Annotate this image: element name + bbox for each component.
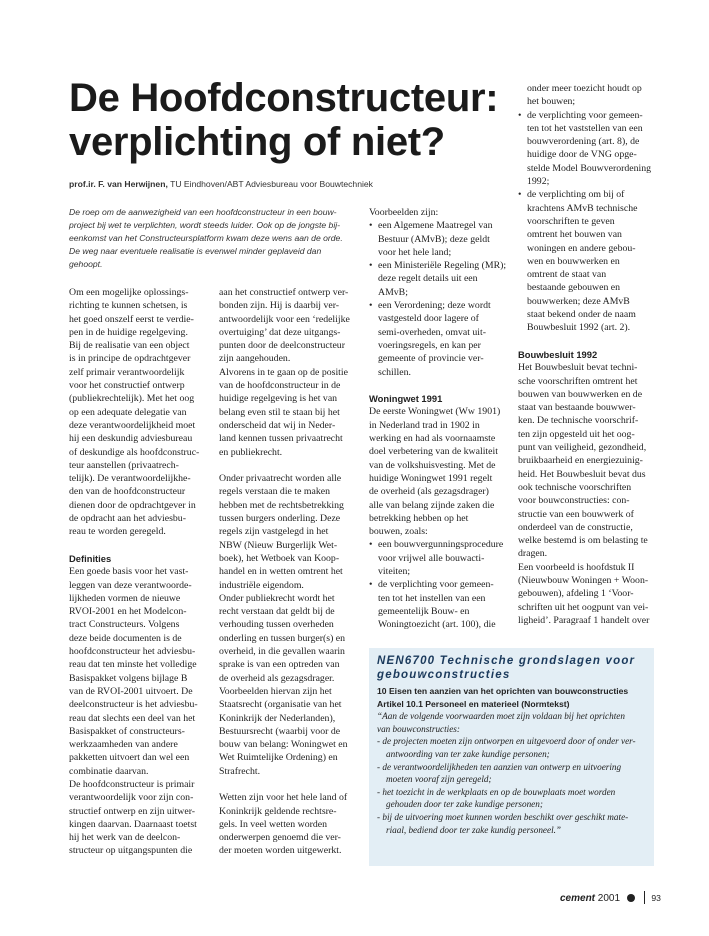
box-line: van bouwconstructies: (377, 723, 460, 734)
paragraph-gap (369, 379, 506, 392)
text-line: Om een mogelijke oplossings- (69, 287, 189, 298)
bullet-text: de verplichting voor gemeen- (378, 579, 494, 591)
box-title (377, 654, 647, 682)
text-line: De eerste Woningwet (Ww 1901) (369, 406, 501, 418)
footer-divider (644, 891, 645, 904)
text-line: voeringsregels, en kan per (378, 339, 481, 351)
text-line: staat van bestaande bouwwer- (518, 402, 636, 414)
text-line: lijkheden vormen de nieuwe (69, 592, 181, 604)
text-line: bruikbaarheid en energiezuinig- (518, 455, 643, 467)
bullet-item (369, 219, 506, 232)
text-line: ligheid’. Paragraaf 1 handelt over (518, 614, 650, 626)
text-line: AMvB; (378, 286, 408, 298)
text-line: bonden zijn. Hij is daarbij ver- (219, 300, 340, 312)
text-line: heid. Het Bouwbesluit bevat dus (518, 468, 646, 480)
text-line: Bestuursrecht (waarbij voor de (219, 725, 341, 737)
text-line: Basispakket of constructeurs- (69, 725, 185, 737)
paragraph-gap (219, 778, 357, 791)
text-line: Koninkrijk geldende rechtsre- (219, 805, 337, 817)
norm-text-box (369, 648, 654, 866)
text-line: bouwwerken; deze AMvB (527, 295, 630, 307)
text-line: zelf primair verantwoordelijk (69, 366, 185, 378)
text-column-2 (219, 286, 357, 858)
text-line: hij een deskundig adviesbureau (69, 433, 193, 445)
text-line: punten door de deelconstructeur (219, 340, 345, 352)
bullet-text: de verplichting voor gemeen- (527, 109, 643, 121)
text-line: doel verbetering van de kwaliteit (369, 446, 498, 458)
text-line: overheid, in die gevallen waarin (219, 646, 345, 658)
box-line: “Aan de volgende voorwaarden moet zijn voldaan bij het oprichten (377, 711, 625, 722)
bullet-item (369, 578, 506, 591)
text-line: aan het constructief ontwerp ver- (219, 287, 349, 298)
text-line: deze beide documenten is de (69, 632, 182, 644)
text-line: het goed onszelf eerst te verdie- (69, 313, 194, 325)
text-line: hoofdconstructeur het adviesbu- (69, 646, 196, 658)
box-body (377, 685, 651, 836)
text-line: reau te worden geregeld. (69, 526, 166, 538)
text-line: reau dat slechts een deel van het (69, 712, 196, 724)
text-line: krachtens AMvB technische (527, 202, 638, 214)
text-line: Het Bouwbesluit bevat techni- (518, 362, 638, 374)
text-line: Bouwbesluit 1992 (art. 2). (527, 322, 631, 334)
text-line: (publiekrechtelijk). Met het oog (69, 393, 195, 405)
text-line: gels. In veel wetten worden (219, 818, 328, 830)
box-line: - de verantwoordelijkheden ten aanzien van ontwerp en uitvoering (377, 761, 622, 772)
text-line: Wet Ruimtelijke Ordening) en (219, 752, 338, 764)
text-line: van de hoofdconstructeur in de (219, 380, 341, 392)
text-line: Voorbeelden zijn: (369, 207, 439, 218)
text-line: kingen daarvan. Daarnaast toetst (69, 818, 197, 830)
text-line: omtrent het bouwen van (527, 229, 622, 241)
text-line: onderwerpen genoemd die ver- (219, 832, 341, 844)
text-line: bouwverordening (art. 8), de (527, 136, 640, 148)
text-line: reau dat ten minste het volledige (69, 659, 197, 671)
text-line: overtuiging’ dat deze uitgangs- (219, 326, 341, 338)
box-line: moeten vooraf zijn geregeld; (386, 774, 492, 785)
text-line: De hoofdconstructeur is primair (69, 778, 195, 790)
text-line: staat bekend onder de naam (527, 309, 636, 321)
text-line: stelde Model Bouwverordening (527, 162, 652, 174)
article-title (69, 76, 509, 164)
text-line: regels verstaan die te maken (219, 486, 330, 498)
text-line: Woningtoezicht (art. 100), die (378, 619, 496, 631)
text-line: combinatie daarvan. (69, 765, 149, 777)
title-line-1: De Hoofdconstructeur: (69, 76, 499, 120)
text-line: voor vrijwel alle bouwacti- (378, 552, 485, 564)
text-line: onderling en tussen burger(s) en (219, 632, 346, 644)
text-line: richting te kunnen schetsen, is (69, 300, 188, 312)
box-line: riaal, bediend door ter zake kundig personeel.” (386, 824, 562, 835)
text-line: zijn aangehouden. (219, 353, 291, 365)
text-line: de opdracht aan het adviesbu- (69, 513, 186, 525)
section-heading: Bouwbesluit 1992 (518, 348, 598, 360)
text-line: Strafrecht. (219, 765, 261, 777)
intro-line: project bij wet te verplichten, wordt steeds luider. Ook op de jongste bij- (69, 220, 341, 230)
text-line: telijk). De verantwoordelijkhe- (69, 473, 191, 485)
text-line: het bouwen; (527, 96, 576, 108)
text-line: Een goede basis voor het vast- (69, 566, 189, 578)
text-line: en publiekrecht. (219, 446, 283, 458)
magazine-name: cement (560, 893, 596, 904)
text-line: is in principe de opdrachtgever (69, 353, 191, 365)
text-line: industriële eigendom. (219, 579, 304, 591)
title-line-2: verplichting of niet? (69, 120, 445, 164)
paragraph-gap (219, 459, 357, 472)
intro-line: eenkomst van het Constructeursplatform kwam deze wens aan de orde. (69, 233, 343, 243)
bullet-text: de verplichting om bij of (527, 189, 625, 201)
text-line: ook technische voorschriften (518, 481, 632, 493)
text-line: vastgesteld door lagere of (378, 313, 479, 325)
box-line: gehouden door ter zake kundige personen; (386, 799, 543, 810)
text-line: onder meer toezicht houdt op (527, 83, 642, 94)
box-line: Artikel 10.1 Personeel en materieel (Normtekst) (377, 698, 570, 709)
text-line: tract Constructeurs. Volgens (69, 619, 180, 631)
text-line: belang even stil te staan bij het (219, 406, 340, 418)
text-line: alle van belang zijnde zaken die (369, 499, 495, 511)
text-line: structeur op uitgangspunten die (69, 845, 193, 857)
text-line: leggen van deze verantwoorde- (69, 579, 192, 591)
paragraph-gap (69, 539, 206, 552)
text-line: ken. De technische voorschrif- (518, 415, 639, 427)
text-line: of deskundige als hoofdconstruc- (69, 446, 200, 458)
text-line: omtrent de staat van (527, 269, 607, 281)
text-line: huidige Woningwet 1991 regelt (369, 472, 493, 484)
text-line: dienen door de opdrachtgever in (69, 499, 196, 511)
text-line: bouw van belang: Woningwet en (219, 739, 348, 751)
text-line: Onder publiekrecht wordt het (219, 592, 335, 604)
text-line: van de volkshuisvesting. Met de (369, 459, 496, 471)
text-line: Onder privaatrecht worden alle (219, 473, 342, 485)
text-line: punt van veiligheid, gezondheid, (518, 442, 647, 454)
text-line: huidige door de VNG opge- (527, 149, 637, 161)
text-line: handel en in wetten omtrent het (219, 566, 343, 578)
intro-line: gehoopt. (69, 259, 103, 269)
text-line: structie van een bouwwerk of (518, 508, 634, 520)
box-line: 10 Eisen ten aanzien van het oprichten van bouwconstructies (377, 686, 629, 696)
text-line: ten zijn opgesteld uit het oog- (518, 428, 635, 440)
text-line: in Nederland trad in 1902 in (369, 419, 480, 431)
bullet-text: een Algemene Maatregel van (378, 220, 493, 232)
bullet-item (369, 299, 506, 312)
text-line: boek), het Wetboek van Koop- (219, 552, 340, 564)
text-line: recht verstaan dat geldt bij de (219, 606, 335, 618)
intro-line: De weg naar eventuele realisatie is evenwel minder geplaveid dan (69, 246, 322, 256)
intro-line: De roep om de aanwezigheid van een hoofdconstructeur in een bouw- (69, 207, 337, 217)
bullet-item (369, 538, 506, 551)
intro-paragraph (69, 206, 355, 271)
text-line: der moeten worden uitgewerkt. (219, 845, 342, 857)
text-line: (Nieuwbouw Woningen + Woon- (518, 574, 649, 586)
text-column-3 (369, 206, 506, 632)
text-line: ten tot het instellen van een (378, 592, 486, 604)
page-footer (560, 891, 661, 904)
text-line: Bij de realisatie van een object (69, 340, 190, 352)
box-title-line-1: NEN6700 Technische grondslagen voor (377, 655, 636, 667)
text-line: de overheid (als gezagsdrager) (369, 486, 489, 498)
bullet-item (518, 109, 655, 122)
box-title-line-2: gebouwconstructies (377, 669, 511, 681)
text-line: Basispakket volgens bijlage B (69, 672, 188, 684)
text-line: 1992; (527, 176, 550, 188)
text-line: viteiten; (378, 566, 411, 578)
bullet-text: een Verordening; deze wordt (378, 300, 491, 312)
text-line: werkzaamheden van andere (69, 739, 178, 751)
text-line: op een adequate delegatie van (69, 406, 187, 418)
bullet-text: een bouwvergunningsprocedure (378, 539, 504, 551)
text-line: deze verantwoordelijkheid moet (69, 419, 196, 431)
byline (69, 179, 509, 189)
text-line: bestaande gebouwen en (527, 282, 621, 294)
text-column-1 (69, 286, 206, 858)
text-line: pakketten uitvoert dan wel een (69, 752, 190, 764)
text-line: Staatsrecht (organisatie van het (219, 699, 342, 711)
text-line: van de RVOI-2001 uitvoert. De (69, 685, 193, 697)
text-line: tussen burgers onderling. Deze (219, 513, 341, 525)
box-line: - bij de uitvoering moet kunnen worden beschikt over geschikt mate- (377, 811, 629, 822)
text-line: deelconstructeur is het adviesbu- (69, 699, 198, 711)
author-name: prof.ir. F. van Herwijnen, (69, 179, 168, 189)
text-line: regels zijn vastgelegd in het (219, 526, 329, 538)
text-line: welke bestemd is om belasting te (518, 535, 648, 547)
text-line: antwoordelijk voor een ‘redelijke (219, 313, 350, 325)
text-line: hij het werk van de deelcon- (69, 832, 181, 844)
text-line: NBW (Nieuw Burgerlijk Wet- (219, 539, 338, 551)
text-line: sprake is van een optreden van (219, 659, 340, 671)
box-line: antwoording van ter zake kundige personen; (386, 748, 550, 759)
text-line: pen in de huidige regelgeving. (69, 326, 188, 338)
text-line: deze regelt details uit een (378, 273, 478, 285)
text-line: wen en bouwwerken en (527, 255, 620, 267)
magazine-logo-icon (627, 894, 635, 902)
text-line: Wetten zijn voor het hele land of (219, 792, 348, 804)
text-line: hebben met de rechtsbetrekking (219, 499, 344, 511)
text-line: werking en had als voornaamste (369, 433, 496, 445)
text-column-4 (518, 82, 655, 627)
issue-year: 2001 (597, 893, 621, 904)
text-line: gemeente of provincie ver- (378, 353, 484, 365)
text-line: bouwen, zoals: (369, 526, 428, 538)
box-line: - het toezicht in de werkplaats en op de bouwplaats moet worden (377, 786, 616, 797)
text-line: sche voorschriften omtrent het (518, 375, 638, 387)
text-line: Koninkrijk der Nederlanden), (219, 712, 336, 724)
section-heading: Definities (69, 552, 112, 564)
text-line: onderdeel van de constructie, (518, 521, 633, 533)
text-line: huidige regelgeving is het van (219, 393, 338, 405)
text-line: teur aanstellen (privaatrech- (69, 459, 179, 471)
text-line: voor bouwconstructies: con- (518, 495, 630, 507)
text-line: dragen. (518, 548, 548, 560)
text-line: Voorbeelden hiervan zijn het (219, 685, 332, 697)
text-line: onderscheid dat wij in Neder- (219, 419, 336, 431)
box-line: - de projecten moeten zijn ontworpen en uitgevoerd door of onder ver- (377, 736, 636, 747)
bullet-text: een Ministeriële Regeling (MR); (378, 260, 507, 272)
text-line: voor het hele land; (378, 246, 452, 258)
author-affiliation: TU Eindhoven/ABT Adviesbureau voor Bouwtechniek (170, 179, 373, 189)
text-line: gemeentelijk Bouw- en (378, 605, 470, 617)
paragraph-gap (518, 335, 655, 348)
text-line: land kennen tussen privaatrecht (219, 433, 343, 445)
text-line: bouwen van bouwwerken en de (518, 388, 643, 400)
text-line: RVOI-2001 en het Modelcon- (69, 606, 187, 618)
text-line: semi-overheden, omvat uit- (378, 326, 487, 338)
text-line: verhouding tussen overheden (219, 619, 334, 631)
text-line: den van de hoofdconstructeur (69, 486, 186, 498)
text-line: ten tot het vaststellen van een (527, 122, 643, 134)
text-line: Een voorbeeld is hoofdstuk II (518, 561, 635, 573)
section-heading: Woningwet 1991 (369, 393, 443, 405)
text-line: verantwoordelijk voor zijn con- (69, 792, 194, 804)
text-line: Bestuur (AMvB); deze geldt (378, 233, 490, 245)
text-line: schillen. (378, 366, 411, 378)
text-line: de overheid als gezagsdrager. (219, 672, 335, 684)
text-line: woningen en andere gebou- (527, 242, 636, 254)
text-line: betrekking hebben op het (369, 512, 469, 524)
text-line: gebouwen), afdeling 1 ‘Voor- (518, 588, 634, 600)
text-line: structief ontwerp en zijn uitwer- (69, 805, 196, 817)
bullet-item (518, 188, 655, 201)
bullet-item (369, 259, 506, 272)
text-line: voorschriften te geven (527, 215, 615, 227)
text-line: schriften uit het oogpunt van vei- (518, 601, 649, 613)
text-line: voor het constructief ontwerp (69, 380, 185, 392)
text-line: Alvorens in te gaan op de positie (219, 366, 348, 378)
page-number: 93 (651, 893, 661, 903)
